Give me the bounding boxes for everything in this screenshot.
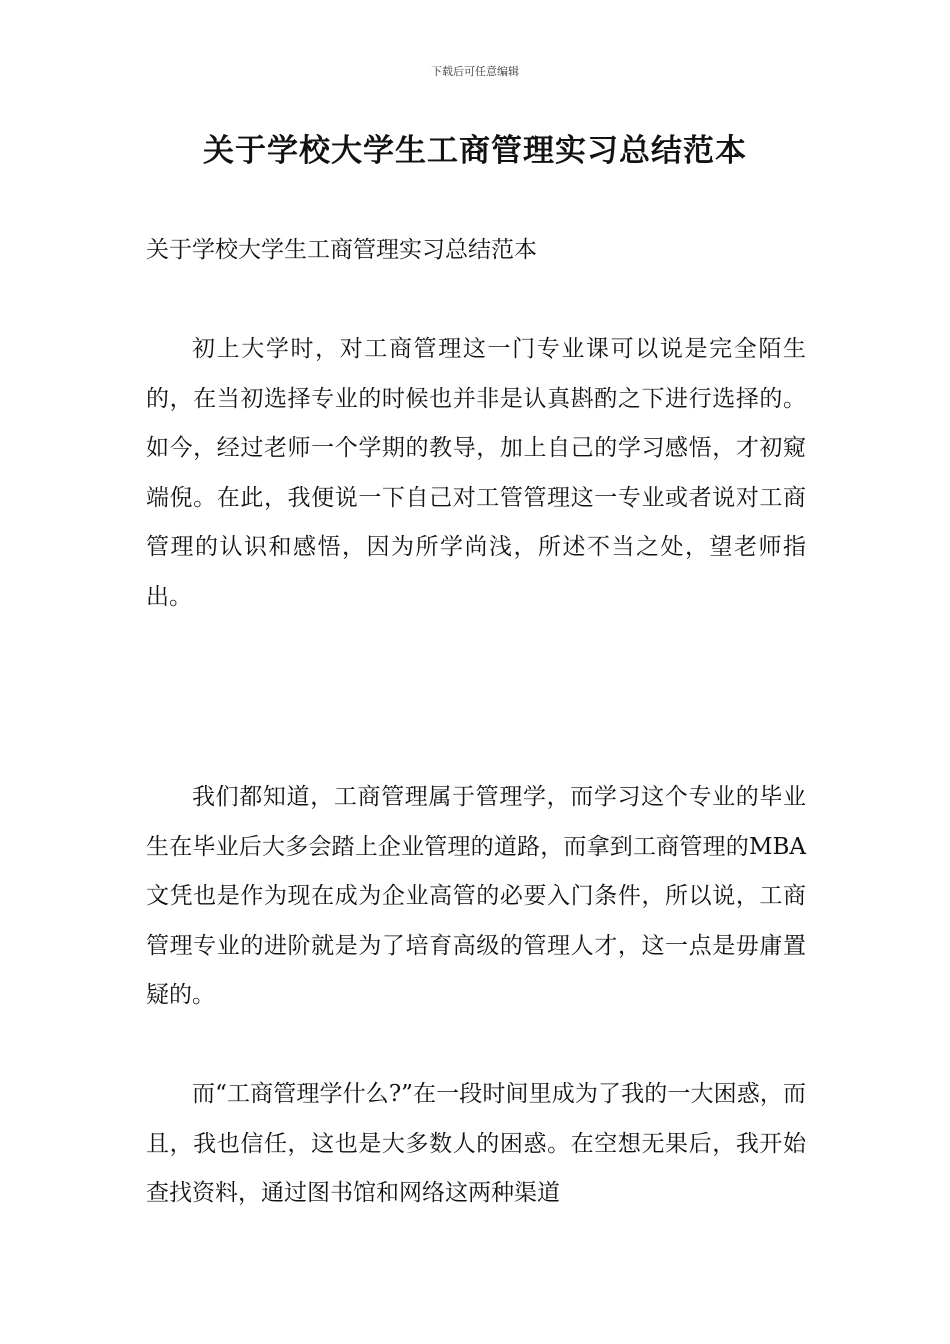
- document-subtitle: 关于学校大学生工商管理实习总结范本: [146, 237, 537, 263]
- header-note: 下载后可任意编辑: [431, 65, 519, 78]
- paragraph-3: 而“工商管理学什么?”在一段时间里成为了我的一大困惑，而且，我也信任，这也是大多数人的困惑。在空想无果后，我开始查找资料，通过图书馆和网络这两种渠道: [146, 1081, 806, 1206]
- paragraph-1: 初上大学时，对工商管理这一门专业课可以说是完全陌生的，在当初选择专业的时候也并非是认真斟酌之下进行选择的。如今，经过老师一个学期的教导，加上自己的学习感悟，才初窥端倪。在此，我便说一下自己对工管管理这一专业或者说对工商管理的认识和感悟，因为所学尚浅，所述不当之处，望老师指出。: [146, 336, 806, 610]
- document-title: 关于学校大学生工商管理实习总结范本: [203, 133, 747, 169]
- paragraph-2: 我们都知道，工商管理属于管理学，而学习这个专业的毕业生在毕业后大多会踏上企业管理的道路，而拿到工商管理的MBA文凭也是作为现在成为企业高管的必要入门条件，所以说，工商管理专业的进阶就是为了培育高级的管理人才，这一点是毋庸置疑的。: [146, 784, 806, 1008]
